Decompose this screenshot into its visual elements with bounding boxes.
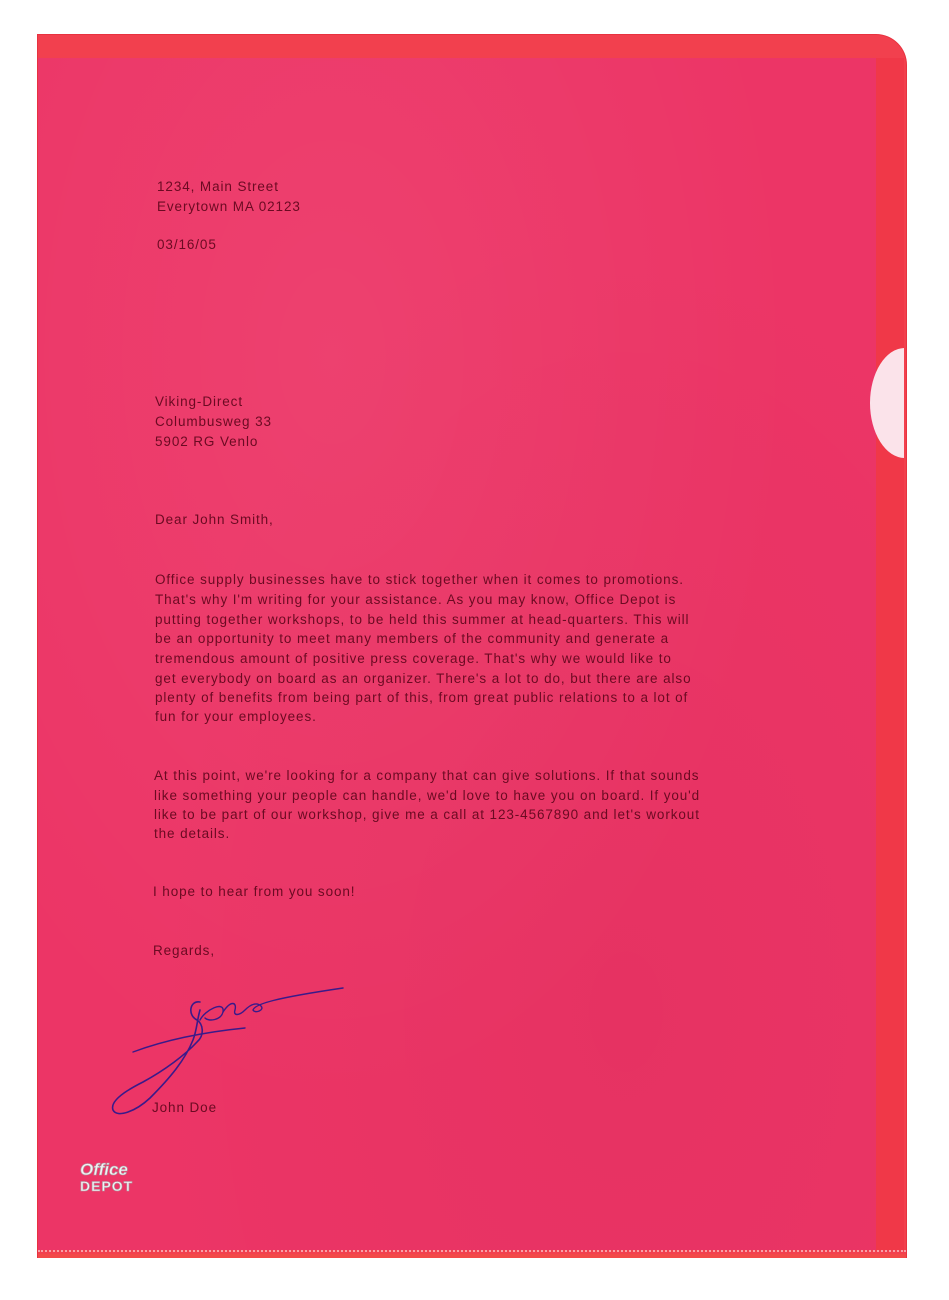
signer-name: John Doe bbox=[152, 1100, 217, 1115]
paragraph2-line: like something your people can handle, we'd love to have you on board. If you'd bbox=[154, 788, 701, 803]
sender-street: 1234, Main Street bbox=[157, 179, 279, 194]
letter-date: 03/16/05 bbox=[157, 237, 217, 252]
paragraph2-line: the details. bbox=[154, 826, 231, 841]
paragraph2-line: At this point, we're looking for a company that can give solutions. If that sounds bbox=[154, 768, 700, 783]
recipient-company: Viking-Direct bbox=[155, 394, 243, 409]
regards: Regards, bbox=[153, 943, 215, 958]
paragraph1-line: Office supply businesses have to stick together when it comes to promotions. bbox=[155, 572, 684, 587]
paragraph1-line: plenty of benefits from being part of this, from great public relations to a lot of bbox=[155, 690, 689, 705]
paragraph1-line: That's why I'm writing for your assistance. As you may know, Office Depot is bbox=[155, 592, 677, 607]
office-depot-logo bbox=[78, 1158, 178, 1198]
sender-city: Everytown MA 02123 bbox=[157, 199, 301, 214]
paragraph1-line: putting together workshops, to be held this summer at head-quarters. This will bbox=[155, 612, 690, 627]
paragraph1-line: get everybody on board as an organizer. There's a lot to do, but there are also bbox=[155, 671, 692, 686]
folder-back-edge bbox=[876, 58, 904, 1250]
closing-line: I hope to hear from you soon! bbox=[153, 884, 356, 899]
salutation: Dear John Smith, bbox=[155, 512, 274, 527]
paragraph1-line: be an opportunity to meet many members of the community and generate a bbox=[155, 631, 669, 646]
folder-bottom-edge bbox=[38, 1254, 906, 1258]
svg-text:Office: Office bbox=[80, 1160, 128, 1179]
recipient-street: Columbusweg 33 bbox=[155, 414, 272, 429]
paragraph1-line: fun for your employees. bbox=[155, 709, 317, 724]
handwritten-signature bbox=[105, 980, 355, 1120]
svg-text:DEPOT: DEPOT bbox=[80, 1178, 134, 1194]
paragraph1-line: tremendous amount of positive press coverage. That's why we would like to bbox=[155, 651, 672, 666]
office-depot-logo-icon bbox=[78, 1158, 178, 1198]
recipient-city: 5902 RG Venlo bbox=[155, 434, 259, 449]
paragraph2-line: like to be part of our workshop, give me a call at 123-4567890 and let's workout bbox=[154, 807, 700, 822]
